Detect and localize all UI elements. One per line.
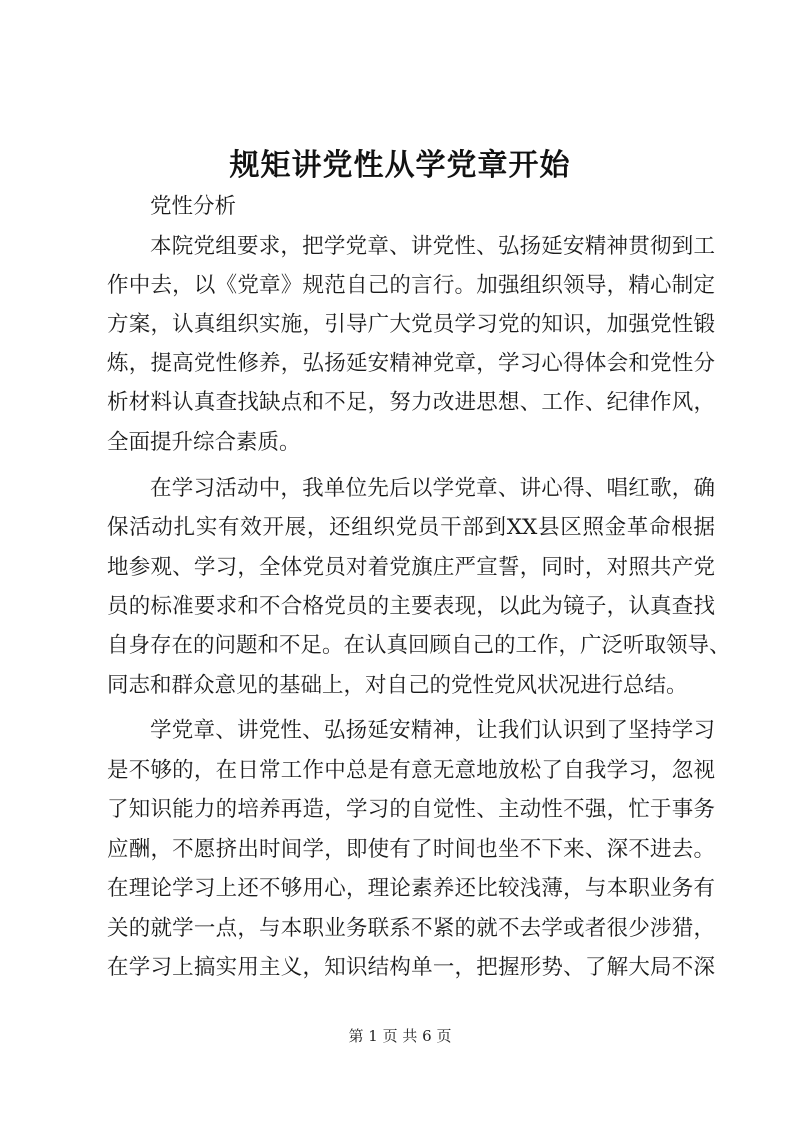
paragraph-line: 自身存在的问题和不足。在认真回顾自己的工作，广泛听取领导、 [107,633,731,658]
paragraph-line: 学党章、讲党性、弘扬延安精神，让我们认识到了坚持学习 [150,718,715,743]
paragraph-line: 了知识能力的培养再造，学习的自觉性、主动性不强，忙于事务 [107,797,715,822]
paragraph-line: 炼，提高党性修养，弘扬延安精神党章，学习心得体会和党性分 [107,351,715,376]
paragraph-line: 是不够的，在日常工作中总是有意无意地放松了自我学习，忽视 [107,758,715,783]
paragraph-line: 在学习活动中，我单位先后以学党章、讲心得、唱红歌，确 [150,476,715,501]
paragraph-line: 方案，认真组织实施，引导广大党员学习党的知识，加强党性锻 [107,312,715,337]
paragraph-line: 在学习上搞实用主义，知识结构单一，把握形势、了解大局不深 [107,955,715,980]
paragraph-line: 作中去，以《党章》规范自己的言行。加强组织领导，精心制定 [107,273,715,298]
paragraph-line: 应酬，不愿挤出时间学，即使有了时间也坐不下来、深不进去。 [107,837,715,862]
paragraph-line: 地参观、学习，全体党员对着党旗庄严宣誓，同时，对照共产党 [107,555,715,580]
page-footer: 第 1 页 共 6 页 [348,1027,452,1045]
paragraph-line: 析材料认真查找缺点和不足，努力改进思想、工作、纪律作风， [107,390,715,415]
paragraph-line: 保活动扎实有效开展，还组织党员干部到XX县区照金革命根据 [107,515,715,540]
paragraph-line: 同志和群众意见的基础上，对自己的党性党风状况进行总结。 [107,673,688,698]
paragraph-line: 在理论学习上还不够用心，理论素养还比较浅薄，与本职业务有 [107,876,715,901]
paragraph-line: 员的标准要求和不合格党员的主要表现，以此为镜子，认真查找 [107,594,715,619]
paragraph-line: 本院党组要求，把学党章、讲党性、弘扬延安精神贯彻到工 [150,234,715,259]
subheading: 党性分析 [150,194,237,219]
document-title: 规矩讲党性从学党章开始 [229,148,571,183]
paragraph-line: 关的就学一点，与本职业务联系不紧的就不去学或者很少涉猎， [107,916,715,941]
paragraph-line: 全面提升综合素质。 [107,430,301,455]
